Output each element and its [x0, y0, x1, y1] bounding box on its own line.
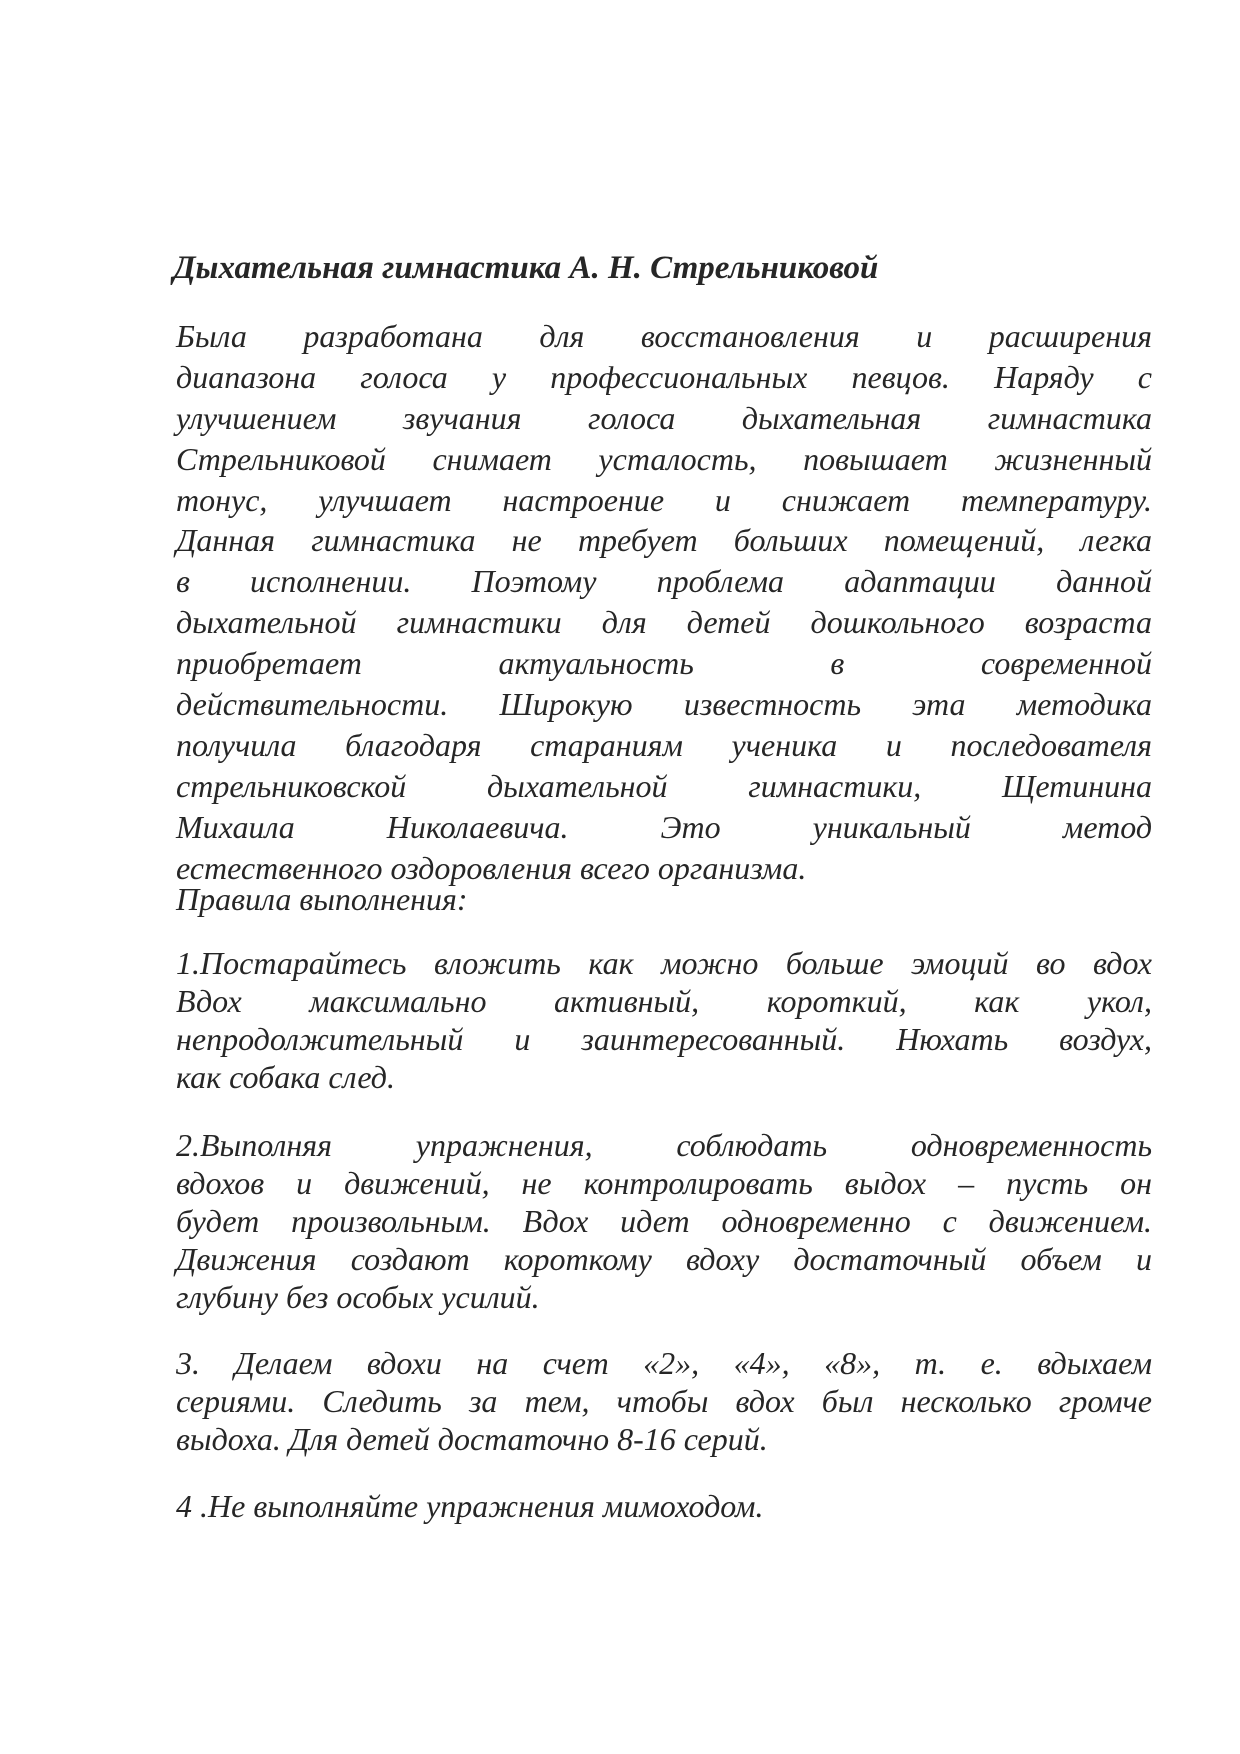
rules-heading: [176, 879, 1152, 919]
text-line: непродолжительный и заинтересованный. Нюхать воздух,: [176, 1021, 1152, 1057]
text-line: получила благодаря стараниям ученика и последователя: [176, 726, 1152, 763]
intro-paragraph: [176, 316, 1152, 888]
text-line: глубину без особых усилий.: [176, 1279, 540, 1315]
text-line: 3. Делаем вдохи на счет «2», «4», «8», т. е. вдыхаем: [176, 1345, 1152, 1381]
text-line: естественного оздоровления всего организма.: [176, 849, 807, 886]
text-line: будет произвольным. Вдох идет одновременно с движением.: [176, 1203, 1152, 1239]
text-line: как собака след.: [176, 1059, 395, 1095]
text-line: Стрельниковой снимает усталость, повышает жизненный: [176, 440, 1152, 477]
text-line: вдохов и движений, не контролировать выдох – пусть он: [176, 1165, 1152, 1201]
rule-item-3: [176, 1344, 1152, 1458]
text-line: 2.Выполняя упражнения, соблюдать одновременность: [176, 1127, 1152, 1163]
text-line: Движения создают короткому вдоху достаточный объем и: [176, 1241, 1152, 1277]
text-line: сериями. Следить за тем, чтобы вдох был несколько громче: [176, 1383, 1152, 1419]
text-line: выдоха. Для детей достаточно 8-16 серий.: [176, 1421, 768, 1457]
text-line: улучшением звучания голоса дыхательная гимнастика: [176, 399, 1152, 436]
document-title: Дыхательная гимнастика А. Н. Стрельниковой: [173, 250, 879, 286]
text-line: тонус, улучшает настроение и снижает температуру.: [176, 481, 1152, 518]
text-line: приобретает актуальность в современной: [176, 645, 1152, 682]
text-line: 1.Постарайтесь вложить как можно больше эмоций во вдох: [176, 945, 1152, 981]
rule-item-2: [176, 1126, 1152, 1316]
text-line: диапазона голоса у профессиональных певцов. Наряду с: [176, 358, 1152, 395]
text-line: Была разработана для восстановления и расширения: [176, 318, 1152, 354]
text-line: Вдох максимально активный, короткий, как укол,: [176, 983, 1152, 1019]
text-line: дыхательной гимнастики для детей дошкольного возраста: [176, 604, 1152, 641]
text-line: Данная гимнастика не требует больших помещений, легка: [176, 522, 1152, 559]
text-line: стрельниковской дыхательной гимнастики, Щетинина: [176, 767, 1152, 804]
rule-item-4: [176, 1487, 1152, 1525]
text-line: в исполнении. Поэтому проблема адаптации данной: [176, 563, 1152, 600]
text-line: 4 .Не выполняйте упражнения мимоходом.: [176, 1488, 764, 1524]
text-line: действительности. Широкую известность эта методика: [176, 686, 1152, 723]
text-line: Михаила Николаевича. Это уникальный метод: [176, 808, 1152, 845]
rules-heading-text: Правила выполнения:: [176, 881, 468, 917]
rule-item-1: [176, 944, 1152, 1096]
